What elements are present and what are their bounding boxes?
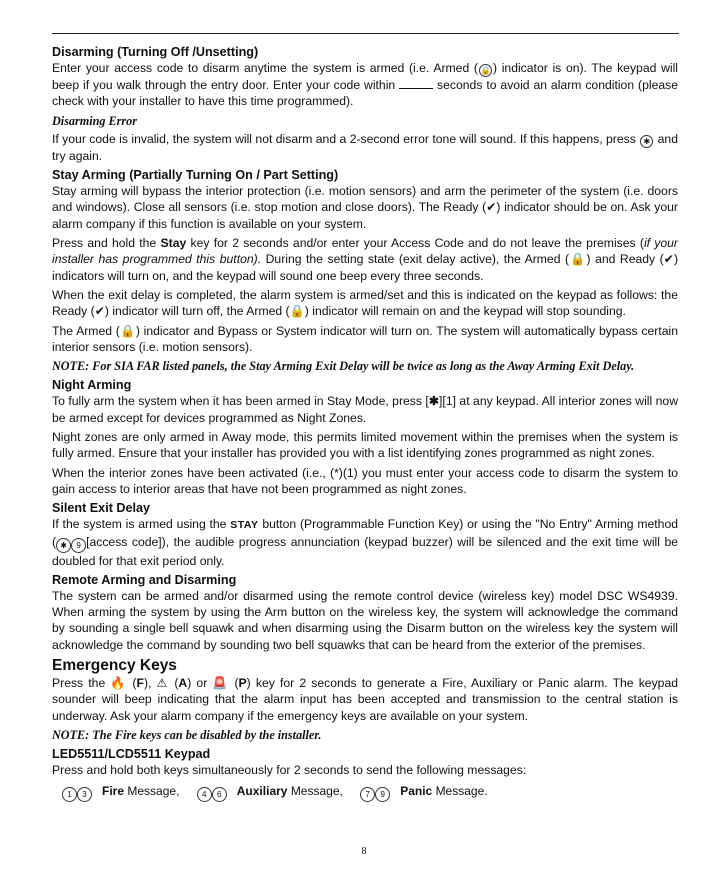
disarming-error-text: If your code is invalid, the system will not disarm and a 2-second error tone will sound. If this happens, press ✱ and try again.	[52, 131, 678, 163]
night-text-2: Night zones are only armed in Away mode, this permits limited movement within the premises when the system is fully armed. Ensure that your installer has provided you with a list identifying zones programmed as night zones.	[52, 430, 678, 461]
night-arming-heading: Night Arming	[52, 378, 132, 393]
fire-combo: 1 3 Fire Message,	[62, 783, 179, 802]
section-led-keypad	[52, 746, 678, 801]
stay-text-2: Press and hold the Stay key for 2 seconds and/or enter your Access Code and do not leave the premises (if your installer has programmed this button). During the setting state (exit delay active), the Armed (🔒) and Ready (✔) indicators will turn on, and the keypad will sound one beep every three seconds.	[52, 236, 678, 283]
section-stay-arming	[52, 167, 678, 374]
disarming-heading: Disarming (Turning Off /Unsetting)	[52, 45, 259, 59]
led-keypad-text: Press and hold both keys simultaneously for 2 seconds to send the following messages:	[52, 763, 527, 778]
star-key-icon: ✱	[640, 135, 653, 148]
silent-exit-heading: Silent Exit Delay	[52, 501, 150, 516]
checkmark-icon: ✔	[94, 304, 105, 319]
section-night-arming	[52, 377, 678, 497]
emergency-note: NOTE: The Fire keys can be disabled by the installer.	[52, 727, 322, 742]
panic-combo: 7 9 Panic Message.	[360, 783, 487, 802]
key-1-icon: 1	[62, 787, 77, 802]
lock-icon: 🔒	[289, 304, 305, 319]
lock-icon: 🔒	[119, 323, 136, 338]
night-text-3: When the interior zones have been activated (i.e., (*)(1) you must enter your access code to disarm the system to gain access to interior areas that have not been programmed as night zones.	[52, 465, 678, 496]
key-6-icon: 6	[212, 787, 227, 802]
stay-text-4: The Armed (🔒) indicator and Bypass or System indicator will turn on. The system will automatically bypass certain interior sensors (i.e. motion sensors).	[52, 323, 678, 354]
page-number: 8	[361, 846, 367, 857]
star-key-icon: ✱	[428, 394, 440, 409]
led-keypad-heading: LED5511/LCD5511 Keypad	[52, 747, 211, 762]
checkmark-icon: ✔	[663, 252, 674, 267]
emergency-text: Press the 🔥 (F), ⚠ (A) or 🚨 (P) key for 2 seconds to generate a Fire, Auxiliary or Panic alarm. The keypad sounder will beep indicating that the alarm input has been accepted and transmission to the central station is underway. Ask your alarm company if the emergency keys are available on your system.	[52, 676, 678, 723]
stay-arming-heading: Stay Arming (Partially Turning On / Part Setting)	[52, 168, 339, 183]
auxiliary-combo: 4 6 Auxiliary Message,	[197, 783, 343, 802]
key-7-icon: 7	[360, 787, 375, 802]
warning-triangle-icon: ⚠	[156, 676, 170, 691]
key-3-icon: 3	[77, 787, 92, 802]
stay-text-1: Stay arming will bypass the interior protection (i.e. motion sensors) and arm the perimeter of the system (i.e. doors and windows). Close all sensors (i.e. stop motion and close doors). The Ready (✔) indicator should be on. Ask your alarm company if this function is available on your system.	[52, 184, 678, 231]
disarming-error-heading: Disarming Error	[52, 113, 138, 128]
stay-text-3: When the exit delay is completed, the alarm system is armed/set and this is indicated on the keypad as follows: the Ready (✔) indicator will turn off, the Armed (🔒) indicator will remain on and the keypad will stop sounding.	[52, 287, 678, 319]
stay-note: NOTE: For SIA FAR listed panels, the Stay Arming Exit Delay will be twice as long as the Away Arming Exit Delay.	[52, 359, 635, 374]
checkmark-icon: ✔	[486, 200, 497, 215]
silent-exit-text: If the system is armed using the STAY button (Programmable Function Key) or using the "No Entry" Arming method ( ✱ 9 [access code]), the audible progress annunciation (keypad buzzer) will be silenced and the exit time will be doubled for that exit period only.	[52, 517, 679, 568]
remote-arming-heading: Remote Arming and Disarming	[52, 572, 237, 587]
lock-icon: 🔒	[569, 252, 587, 267]
key-combos-row	[52, 783, 678, 802]
top-rule	[52, 33, 679, 34]
emergency-keys-heading: Emergency Keys	[52, 657, 177, 675]
key-9-icon: 9	[375, 787, 390, 802]
section-disarming	[52, 44, 678, 110]
stay-button-label: STAY	[230, 519, 259, 532]
nine-key-icon: 9	[71, 538, 86, 553]
section-remote-arming	[52, 572, 678, 653]
remote-arming-text: The system can be armed and/or disarmed using the remote control device (wireless key) model DSC WS4939. When arming the system by using the Arm button on the wireless key, the system will acknowledge the command by sounding a single bell squawk and when disarming using the Disarm button on the wireless key the system will acknowledge the command by sounding two bell squawks that can be heard from the exterior of the premises.	[52, 588, 678, 652]
night-text-1: To fully arm the system when it has been armed in Stay Mode, press [✱][1] at any keypad. All interior zones will now be armed except for devices programmed as Night Zones.	[52, 394, 678, 425]
lock-icon: 🔒	[480, 66, 491, 75]
document-page	[52, 44, 678, 804]
blank-line	[399, 78, 433, 89]
section-emergency-keys	[52, 656, 678, 743]
police-badge-icon: 🚨	[212, 676, 230, 691]
star-key-icon: ✱	[56, 538, 71, 553]
section-silent-exit	[52, 500, 678, 569]
section-disarming-error	[52, 113, 678, 165]
flame-icon: 🔥	[110, 676, 128, 691]
key-4-icon: 4	[197, 787, 212, 802]
disarming-text: Enter your access code to disarm anytime the system is armed (i.e. Armed ( 🔒 ) indicator is on). The keypad will beep if you walk through the entry door. Enter your code within seconds to avoid an alarm condition (please check with your installer to have this time programmed).	[52, 61, 678, 109]
